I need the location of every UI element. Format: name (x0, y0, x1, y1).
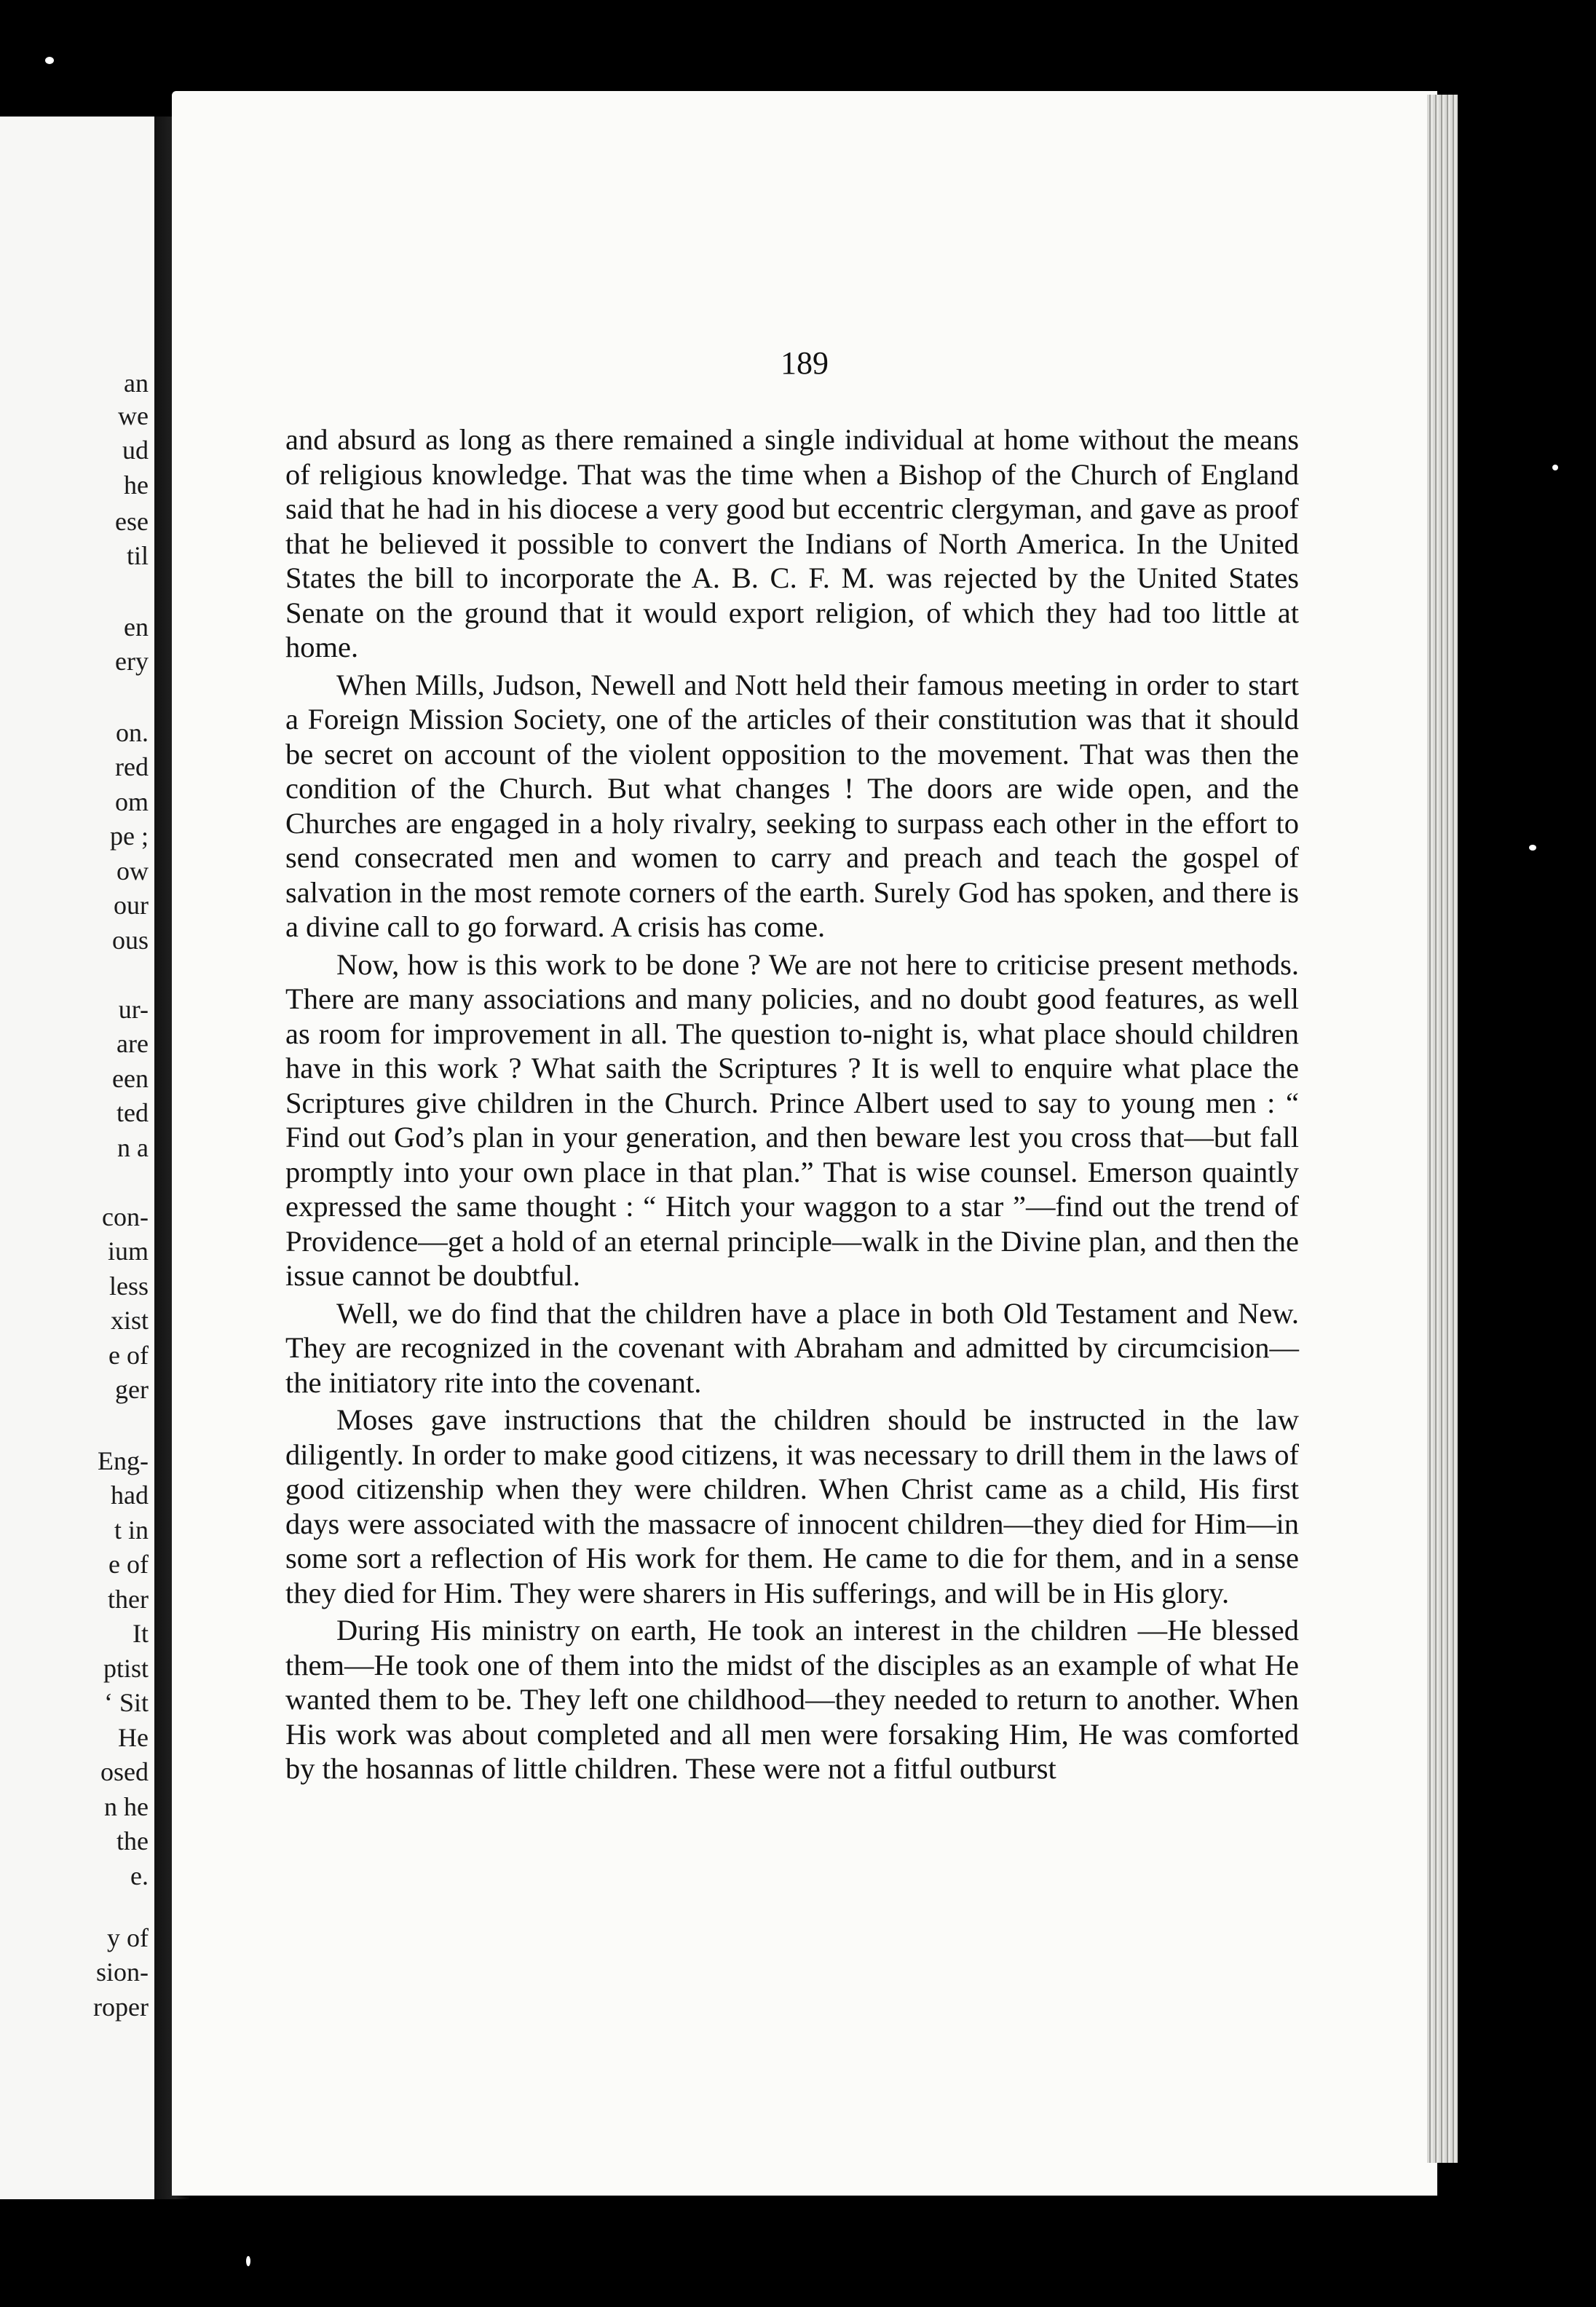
facing-page-line-fragment: ted (116, 1098, 149, 1127)
facing-page-line-fragment: en (124, 612, 149, 642)
facing-page-line-fragment: ptist (103, 1654, 149, 1683)
paragraph: When Mills, Judson, Newell and Nott held their famous meeting in order to start a Foreign Mission Society, one of the articles of their constitution was that it should be secret on account of the violent opposition to the movement. That was then the condition of the Church. But what changes ! The doors are wide open, and the Churches are engaged in a holy rivalry, seeking to surpass each other in the effort to send consecrated men and women to carry and preach and teach the gospel of salvation in the most remote corners of the earth. Surely God has spoken, and there is a divine call to go forward. A crisis has come. (285, 668, 1299, 943)
facing-page-line-fragment: ger (115, 1375, 149, 1404)
facing-page-line-fragment: Eng- (98, 1446, 149, 1475)
facing-page-line-fragment: an (124, 368, 149, 398)
facing-page-line-fragment: less (109, 1271, 149, 1301)
facing-page-line-fragment: had (111, 1480, 149, 1510)
dust-speck (1552, 465, 1558, 470)
facing-page-line-fragment: t in (114, 1515, 149, 1545)
paragraph: Well, we do find that the children have a place in both Old Testament and New. They are recognized in the covenant with Abraham and admitted by circumcision—the initiatory rite into the covenant. (285, 1296, 1299, 1399)
dust-speck (45, 57, 54, 64)
dust-speck (246, 2256, 250, 2266)
facing-page-line-fragment: pe ; (110, 821, 149, 851)
body-text (285, 422, 1299, 1786)
facing-page-line-fragment: he (124, 470, 149, 500)
facing-page-line-fragment: ium (107, 1237, 149, 1266)
facing-page-line-fragment: e of (108, 1341, 149, 1370)
facing-page-line-fragment: xist (110, 1306, 149, 1335)
facing-page-line-fragment: n a (117, 1133, 149, 1162)
facing-page-line-fragment: our (114, 891, 149, 920)
facing-page-line-fragment: osed (100, 1757, 149, 1786)
facing-page-line-fragment: are (116, 1029, 149, 1058)
facing-page-line-fragment: we (118, 401, 149, 430)
right-page (172, 91, 1437, 2196)
paragraph: Now, how is this work to be done ? We are not here to criticise present methods. There are many associations and many policies, and no doubt good features, as well as room for improvement in all. The question to-night is, what place should children have in this work ? What saith the Scriptures ? It is well to enquire what place the Scriptures give children in the Church. Prince Albert used to say to young men : “ Find out God’s plan in your generation, and then beware lest you cross that—but fall promptly into your own place in that plan.” That is wise counsel. Emerson quaintly expressed the same thought : “ Hitch your waggon to a star ”—find out the trend of Providence—get a hold of an eternal principle—walk in the Divine plan, and then the issue cannot be doubtful. (285, 947, 1299, 1292)
facing-page-line-fragment: ous (111, 926, 149, 955)
facing-page-line-fragment: con- (102, 1202, 149, 1231)
paragraph: Moses gave instructions that the children should be instructed in the law diligently. In order to make good citizens, it was necessary to drill them in the laws of good citizenship when they were children. When Christ came as a child, His first days were associated with the massacre of innocent children—they died for Him—in some sort a reflection of His work for them. He came to die for them, and in a sense they died for Him. They were sharers in His sufferings, and will be in His glory. (285, 1403, 1299, 1609)
facing-page-line-fragment: the (116, 1826, 149, 1856)
facing-page-line-fragment: It (133, 1619, 149, 1648)
page-number: 189 (781, 345, 829, 381)
facing-page-line-fragment: red (115, 752, 149, 781)
facing-page-line-fragment: He (118, 1723, 149, 1752)
left-page (0, 117, 154, 2199)
facing-page-line-fragment: een (112, 1064, 149, 1093)
page-edge-stack (1427, 95, 1458, 2163)
facing-page-line-fragment: ud (122, 435, 149, 465)
facing-page-line-fragment: sion- (96, 1957, 149, 1987)
facing-page-line-fragment: n he (104, 1792, 149, 1821)
facing-page-line-fragment: e. (130, 1861, 149, 1890)
facing-page-line-fragment: e of (108, 1550, 149, 1579)
paragraph: and absurd as long as there remained a single individual at home without the means of religious knowledge. That was the time when a Bishop of the Church of England said that he had in his diocese a very good but eccentric clergyman, and gave as proof that he believed it possible to convert the Indians of North America. In the United States the bill to incorporate the A. B. C. F. M. was rejected by the United States Senate on the ground that it would export religion, of which they had too little at home. (285, 423, 1299, 663)
facing-page-line-fragment: til (126, 541, 149, 570)
facing-page-line-fragment: y of (107, 1923, 149, 1952)
facing-page-line-fragment: om (114, 787, 149, 816)
facing-page-line-fragment: ery (115, 647, 149, 676)
facing-page-line-fragment: on. (116, 718, 149, 747)
facing-page-line-fragment: ur- (118, 995, 149, 1024)
dust-speck (1529, 845, 1536, 851)
facing-page-line-fragment: ow (116, 856, 149, 886)
facing-page-line-fragment: ther (108, 1585, 149, 1614)
facing-page-line-fragment: roper (93, 1992, 149, 2022)
paragraph: During His ministry on earth, He took an interest in the children —He blessed them—He took one of them into the midst of the disciples as an example of what He wanted them to be. They left one childhood—they needed to return to another. When His work was about completed and all men were forsaking Him, He was comforted by the hosannas of little children. These were not a fitful outburst (285, 1614, 1299, 1785)
facing-page-line-fragment: ese (115, 507, 149, 536)
facing-page-line-fragment: ‘ Sit (103, 1688, 149, 1717)
